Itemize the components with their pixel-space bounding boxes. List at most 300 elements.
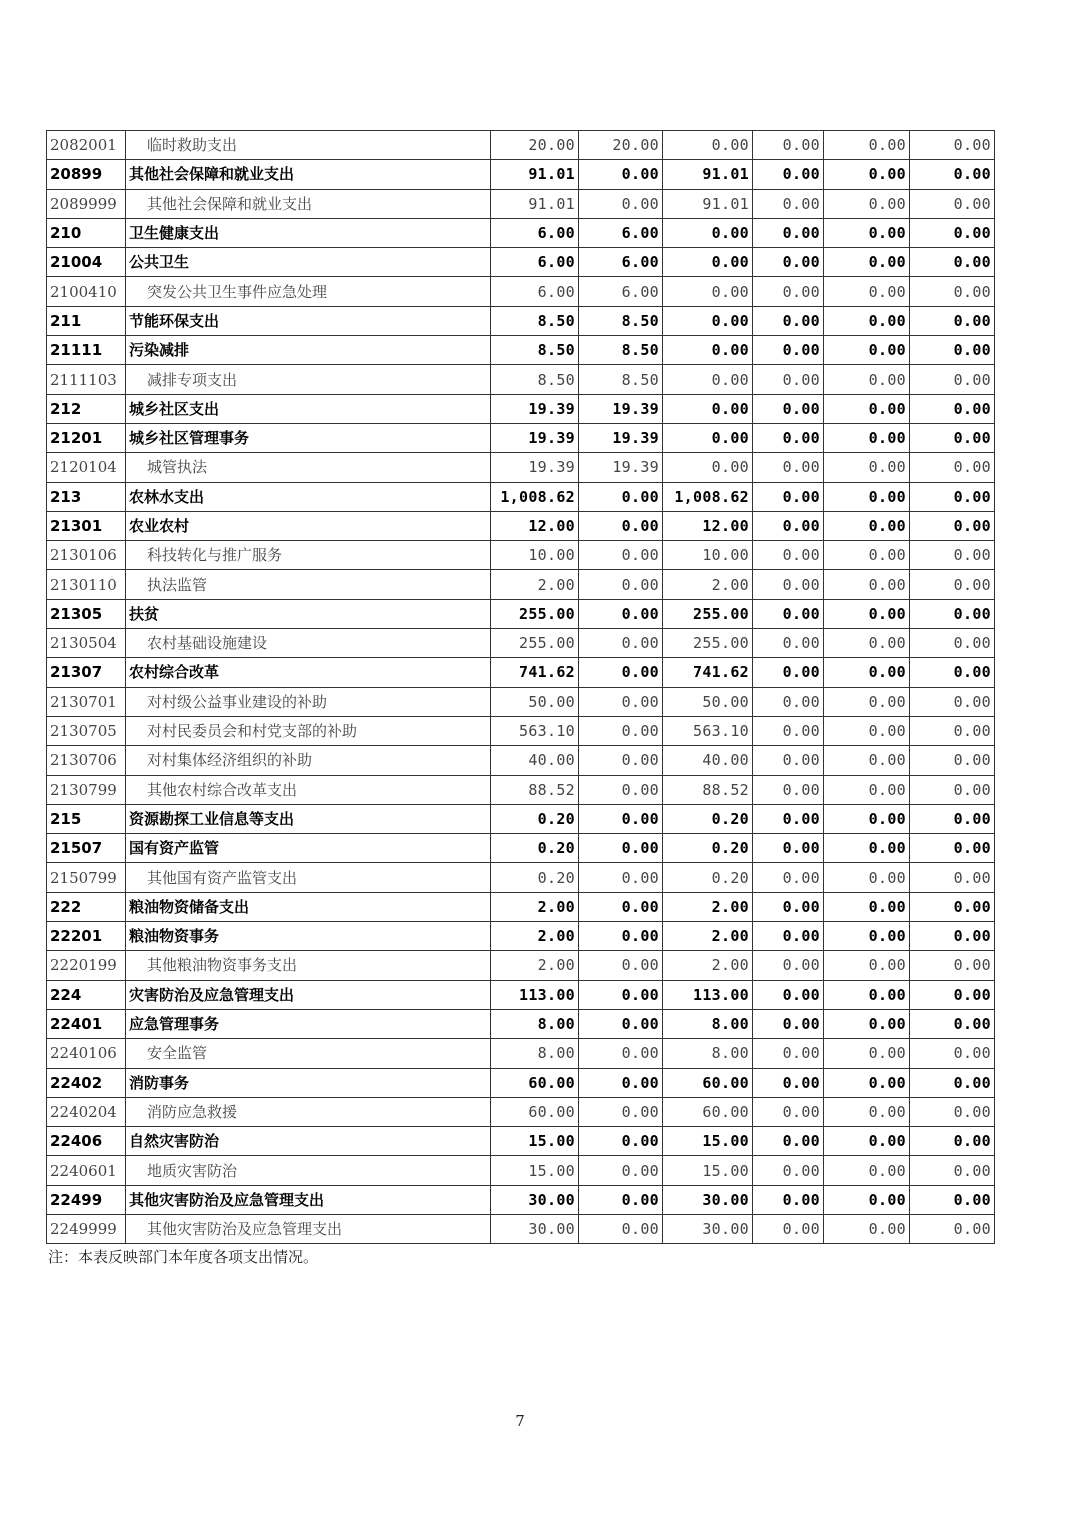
row-name-text: 临时救助支出 [147, 136, 238, 155]
row-value: 91.01 [663, 160, 753, 189]
row-value: 2.00 [491, 951, 579, 980]
row-name [126, 922, 491, 951]
row-value: 0.00 [910, 658, 995, 687]
row-value: 10.00 [491, 541, 579, 570]
row-value: 0.00 [579, 482, 663, 511]
row-value: 0.00 [824, 716, 910, 745]
row-value: 0.00 [753, 804, 824, 833]
row-value: 0.00 [910, 1039, 995, 1068]
row-code: 21307 [47, 658, 126, 687]
row-value: 0.00 [579, 863, 663, 892]
row-value: 0.00 [824, 511, 910, 540]
row-value: 0.00 [824, 541, 910, 570]
row-value: 12.00 [491, 511, 579, 540]
row-value: 2.00 [491, 922, 579, 951]
row-value: 0.00 [824, 394, 910, 423]
row-value: 8.50 [579, 365, 663, 394]
row-name [126, 365, 491, 394]
row-name-text: 农村综合改革 [129, 663, 220, 682]
row-code: 2130110 [47, 570, 126, 599]
row-name-text: 其他社会保障和就业支出 [147, 194, 313, 213]
row-value: 6.00 [491, 248, 579, 277]
row-name-text: 粮油物资事务 [129, 927, 220, 946]
row-value: 0.00 [910, 336, 995, 365]
row-code: 2130799 [47, 775, 126, 804]
row-value: 0.00 [824, 599, 910, 628]
row-name [126, 218, 491, 247]
row-value: 30.00 [491, 1214, 579, 1243]
row-code: 2130504 [47, 629, 126, 658]
row-name-text: 对村民委员会和村党支部的补助 [147, 722, 358, 741]
row-value: 0.00 [910, 716, 995, 745]
table-note: 注：本表反映部门本年度各项支出情况。 [48, 1248, 319, 1266]
row-name [126, 1127, 491, 1156]
row-value: 0.00 [753, 951, 824, 980]
row-value: 0.00 [663, 306, 753, 335]
row-name [126, 453, 491, 482]
row-code: 212 [47, 394, 126, 423]
row-name [126, 658, 491, 687]
row-name [126, 1039, 491, 1068]
row-value: 19.39 [491, 394, 579, 423]
row-value: 0.00 [824, 423, 910, 452]
row-value: 0.00 [910, 541, 995, 570]
table-row [47, 1156, 995, 1185]
row-value: 91.01 [491, 189, 579, 218]
row-value: 0.00 [910, 277, 995, 306]
row-code: 2089999 [47, 189, 126, 218]
row-value: 0.00 [824, 131, 910, 160]
row-name [126, 131, 491, 160]
row-value: 0.00 [579, 804, 663, 833]
row-name [126, 834, 491, 863]
row-value: 113.00 [491, 980, 579, 1009]
row-name-text: 城管执法 [147, 458, 208, 477]
row-value: 113.00 [663, 980, 753, 1009]
row-value: 0.20 [491, 834, 579, 863]
row-code: 22401 [47, 1009, 126, 1038]
row-name-text: 自然灾害防治 [129, 1132, 220, 1151]
row-value: 0.00 [579, 160, 663, 189]
row-name-text: 对村级公益事业建设的补助 [147, 692, 328, 711]
row-value: 0.00 [910, 599, 995, 628]
table-row [47, 980, 995, 1009]
row-name [126, 629, 491, 658]
table-row [47, 775, 995, 804]
row-value: 88.52 [491, 775, 579, 804]
row-name [126, 570, 491, 599]
table-row [47, 746, 995, 775]
row-value: 0.00 [824, 1127, 910, 1156]
row-value: 0.00 [910, 922, 995, 951]
row-name-text: 扶贫 [129, 604, 160, 623]
row-value: 15.00 [491, 1127, 579, 1156]
row-name [126, 1009, 491, 1038]
row-name-text: 其他社会保障和就业支出 [129, 165, 295, 184]
table-row [47, 1097, 995, 1126]
row-value: 2.00 [663, 951, 753, 980]
row-code: 21301 [47, 511, 126, 540]
table-row [47, 716, 995, 745]
row-code: 213 [47, 482, 126, 511]
row-value: 0.00 [824, 277, 910, 306]
row-value: 0.00 [753, 336, 824, 365]
row-value: 0.00 [753, 892, 824, 921]
row-value: 6.00 [491, 218, 579, 247]
row-value: 0.00 [663, 423, 753, 452]
row-value: 0.00 [579, 599, 663, 628]
row-name [126, 541, 491, 570]
row-value: 255.00 [663, 599, 753, 628]
row-value: 0.00 [663, 394, 753, 423]
table-row [47, 687, 995, 716]
row-value: 20.00 [491, 131, 579, 160]
table-row [47, 599, 995, 628]
row-value: 0.00 [824, 218, 910, 247]
row-value: 0.20 [663, 863, 753, 892]
row-code: 2100410 [47, 277, 126, 306]
row-value: 0.00 [579, 570, 663, 599]
row-value: 0.00 [910, 1185, 995, 1214]
row-code: 22402 [47, 1068, 126, 1097]
row-value: 0.00 [579, 1127, 663, 1156]
row-value: 0.00 [753, 834, 824, 863]
row-code: 211 [47, 306, 126, 335]
row-name-text: 农业农村 [129, 517, 190, 535]
row-value: 0.00 [824, 775, 910, 804]
row-value: 15.00 [663, 1127, 753, 1156]
row-value: 0.00 [579, 1039, 663, 1068]
row-value: 19.39 [491, 453, 579, 482]
row-value: 0.00 [910, 453, 995, 482]
row-value: 0.00 [910, 511, 995, 540]
row-value: 0.00 [753, 980, 824, 1009]
row-value: 8.00 [663, 1039, 753, 1068]
row-value: 10.00 [663, 541, 753, 570]
row-value: 0.00 [579, 1156, 663, 1185]
row-value: 0.00 [910, 423, 995, 452]
row-value: 0.00 [910, 834, 995, 863]
row-value: 0.00 [910, 131, 995, 160]
row-name [126, 1185, 491, 1214]
row-value: 6.00 [579, 218, 663, 247]
row-value: 0.00 [824, 482, 910, 511]
row-value: 0.00 [753, 248, 824, 277]
row-value: 0.00 [824, 687, 910, 716]
row-code: 2111103 [47, 365, 126, 394]
row-value: 19.39 [579, 453, 663, 482]
table-row [47, 1039, 995, 1068]
row-value: 0.00 [753, 218, 824, 247]
row-name-text: 其他灾害防治及应急管理支出 [147, 1220, 343, 1239]
row-code: 2130106 [47, 541, 126, 570]
row-value: 0.00 [910, 1097, 995, 1126]
row-value: 0.00 [753, 1068, 824, 1097]
row-value: 0.00 [579, 1214, 663, 1243]
table-row [47, 306, 995, 335]
row-name-text: 对村集体经济组织的补助 [147, 751, 313, 770]
row-code: 21004 [47, 248, 126, 277]
row-value: 0.00 [910, 394, 995, 423]
row-value: 0.00 [910, 804, 995, 833]
row-value: 0.00 [910, 1068, 995, 1097]
row-name [126, 599, 491, 628]
row-value: 0.00 [753, 541, 824, 570]
row-value: 2.00 [491, 570, 579, 599]
row-value: 0.00 [579, 511, 663, 540]
row-value: 255.00 [491, 629, 579, 658]
row-value: 8.50 [491, 336, 579, 365]
row-value: 0.00 [663, 365, 753, 394]
row-name [126, 951, 491, 980]
table-row [47, 658, 995, 687]
row-value: 8.00 [491, 1039, 579, 1068]
row-value: 0.00 [753, 482, 824, 511]
row-value: 0.00 [824, 746, 910, 775]
table-row [47, 336, 995, 365]
row-name-text: 其他农村综合改革支出 [147, 780, 298, 799]
row-value: 0.00 [824, 922, 910, 951]
row-value: 19.39 [579, 394, 663, 423]
table-row [47, 922, 995, 951]
row-value: 91.01 [491, 160, 579, 189]
row-value: 2.00 [491, 892, 579, 921]
row-value: 0.00 [579, 1097, 663, 1126]
row-value: 0.00 [753, 511, 824, 540]
row-value: 0.20 [663, 804, 753, 833]
row-name-text: 科技转化与推广服务 [147, 546, 283, 565]
row-value: 0.00 [753, 131, 824, 160]
row-value: 0.00 [910, 863, 995, 892]
row-value: 0.00 [910, 365, 995, 394]
row-value: 0.00 [910, 1214, 995, 1243]
table-row [47, 1127, 995, 1156]
row-value: 0.00 [910, 482, 995, 511]
row-name-text: 应急管理事务 [129, 1015, 220, 1034]
row-value: 91.01 [663, 189, 753, 218]
row-name [126, 892, 491, 921]
row-name [126, 482, 491, 511]
row-value: 8.50 [491, 306, 579, 335]
row-name [126, 394, 491, 423]
row-code: 21111 [47, 336, 126, 365]
row-value: 0.00 [824, 1097, 910, 1126]
row-value: 0.00 [824, 189, 910, 218]
row-name-text: 安全监管 [147, 1044, 208, 1063]
row-value: 0.00 [753, 277, 824, 306]
row-value: 0.00 [910, 687, 995, 716]
row-name [126, 336, 491, 365]
row-value: 0.00 [579, 746, 663, 775]
row-name-text: 执法监管 [147, 575, 208, 594]
row-value: 0.00 [910, 980, 995, 1009]
row-name [126, 189, 491, 218]
row-code: 2082001 [47, 131, 126, 160]
row-value: 30.00 [663, 1185, 753, 1214]
row-value: 0.20 [491, 804, 579, 833]
row-name [126, 1156, 491, 1185]
row-value: 0.00 [753, 189, 824, 218]
row-value: 0.00 [753, 658, 824, 687]
row-value: 0.00 [753, 365, 824, 394]
table-row [47, 189, 995, 218]
row-value: 60.00 [491, 1097, 579, 1126]
row-value: 741.62 [491, 658, 579, 687]
row-value: 0.00 [579, 951, 663, 980]
row-value: 6.00 [579, 248, 663, 277]
row-value: 0.00 [579, 658, 663, 687]
row-value: 0.00 [824, 306, 910, 335]
row-value: 19.39 [579, 423, 663, 452]
row-code: 2130706 [47, 746, 126, 775]
row-code: 215 [47, 804, 126, 833]
row-name [126, 804, 491, 833]
table-row [47, 277, 995, 306]
row-value: 0.00 [753, 570, 824, 599]
table-row [47, 1009, 995, 1038]
row-value: 0.00 [579, 716, 663, 745]
row-name [126, 277, 491, 306]
row-value: 12.00 [663, 511, 753, 540]
row-value: 0.00 [824, 951, 910, 980]
table-row [47, 834, 995, 863]
row-value: 50.00 [663, 687, 753, 716]
row-value: 255.00 [663, 629, 753, 658]
row-value: 0.00 [910, 1127, 995, 1156]
table-row [47, 629, 995, 658]
row-value: 0.00 [824, 1039, 910, 1068]
row-value: 0.00 [753, 394, 824, 423]
table-row [47, 160, 995, 189]
row-value: 2.00 [663, 892, 753, 921]
row-value: 0.00 [753, 1185, 824, 1214]
row-value: 0.00 [910, 248, 995, 277]
table-row [47, 1214, 995, 1243]
row-value: 0.00 [753, 306, 824, 335]
row-value: 0.00 [824, 570, 910, 599]
row-name [126, 1214, 491, 1243]
table-row [47, 951, 995, 980]
row-value: 0.00 [663, 336, 753, 365]
table-body [47, 131, 995, 1244]
row-name-text: 突发公共卫生事件应急处理 [147, 282, 328, 301]
row-value: 0.00 [824, 863, 910, 892]
row-value: 6.00 [491, 277, 579, 306]
row-code: 2130705 [47, 716, 126, 745]
row-value: 0.00 [579, 922, 663, 951]
row-name [126, 775, 491, 804]
table-row [47, 453, 995, 482]
table-row [47, 365, 995, 394]
row-value: 0.00 [753, 599, 824, 628]
table-row [47, 1185, 995, 1214]
row-code: 2220199 [47, 951, 126, 980]
table-row [47, 511, 995, 540]
row-value: 0.00 [824, 892, 910, 921]
row-code: 22499 [47, 1185, 126, 1214]
row-code: 2240601 [47, 1156, 126, 1185]
row-value: 255.00 [491, 599, 579, 628]
row-value: 0.00 [753, 775, 824, 804]
row-value: 0.00 [753, 629, 824, 658]
row-value: 0.00 [910, 1009, 995, 1038]
row-value: 0.00 [824, 1156, 910, 1185]
row-value: 563.10 [663, 716, 753, 745]
row-name [126, 1097, 491, 1126]
row-name-text: 城乡社区支出 [129, 399, 220, 418]
row-value: 0.00 [824, 248, 910, 277]
row-code: 2240204 [47, 1097, 126, 1126]
row-name-text: 粮油物资储备支出 [129, 897, 250, 916]
row-name-text: 减排专项支出 [147, 370, 238, 389]
row-value: 15.00 [663, 1156, 753, 1185]
row-value: 0.00 [753, 1039, 824, 1068]
row-value: 0.00 [753, 716, 824, 745]
row-value: 88.52 [663, 775, 753, 804]
row-name [126, 306, 491, 335]
row-value: 0.00 [579, 980, 663, 1009]
row-code: 21507 [47, 834, 126, 863]
row-name-text: 消防事务 [129, 1073, 190, 1092]
row-value: 8.50 [579, 306, 663, 335]
row-value: 8.50 [579, 336, 663, 365]
table-row [47, 863, 995, 892]
row-code: 2130701 [47, 687, 126, 716]
row-code: 2120104 [47, 453, 126, 482]
row-name [126, 746, 491, 775]
row-value: 0.00 [824, 1009, 910, 1038]
row-value: 0.00 [824, 1068, 910, 1097]
row-value: 0.00 [579, 775, 663, 804]
row-name [126, 716, 491, 745]
row-value: 0.00 [753, 746, 824, 775]
table-row [47, 218, 995, 247]
table-row [47, 892, 995, 921]
row-value: 50.00 [491, 687, 579, 716]
row-code: 224 [47, 980, 126, 1009]
row-name-text: 农村基础设施建设 [147, 634, 268, 653]
row-name-text: 农林水支出 [129, 487, 205, 506]
row-code: 210 [47, 218, 126, 247]
row-value: 0.00 [579, 541, 663, 570]
row-value: 0.00 [910, 775, 995, 804]
row-value: 0.00 [753, 863, 824, 892]
row-value: 0.00 [824, 1185, 910, 1214]
row-name [126, 687, 491, 716]
row-value: 0.00 [753, 1009, 824, 1038]
row-code: 222 [47, 892, 126, 921]
row-name [126, 248, 491, 277]
table-row [47, 423, 995, 452]
row-name-text: 城乡社区管理事务 [129, 429, 250, 448]
row-code: 2240106 [47, 1039, 126, 1068]
row-value: 0.00 [824, 804, 910, 833]
row-value: 0.00 [910, 892, 995, 921]
row-value: 0.00 [753, 423, 824, 452]
expenditure-table [46, 130, 995, 1244]
row-value: 0.00 [910, 746, 995, 775]
row-value: 2.00 [663, 922, 753, 951]
row-code: 21201 [47, 423, 126, 452]
row-value: 0.00 [579, 629, 663, 658]
table-row [47, 804, 995, 833]
row-value: 60.00 [663, 1097, 753, 1126]
row-name-text: 灾害防治及应急管理支出 [129, 985, 295, 1004]
row-value: 40.00 [663, 746, 753, 775]
row-value: 0.00 [824, 336, 910, 365]
row-value: 0.00 [753, 453, 824, 482]
row-code: 2150799 [47, 863, 126, 892]
